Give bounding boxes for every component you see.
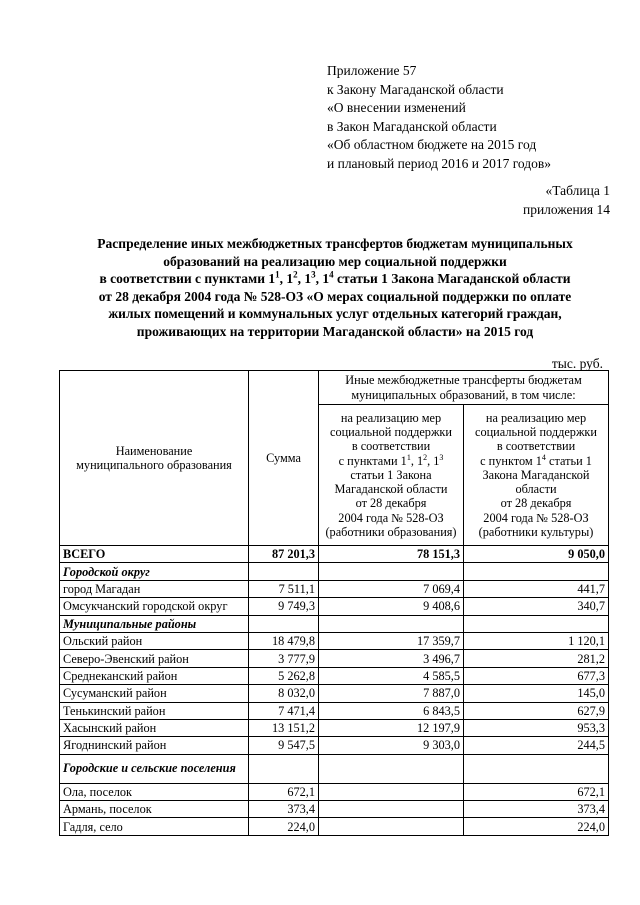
header-line: 2004 года № 528-ОЗ (338, 510, 444, 525)
cell-sum: 224,0 (249, 818, 319, 835)
units-label: тыс. руб. (551, 356, 603, 371)
header-line (467, 454, 605, 468)
cell-culture: 953,3 (464, 719, 609, 736)
cell-sum: 5 262,8 (249, 667, 319, 684)
title-line: образований на реализацию мер социальной поддержки (163, 253, 507, 269)
cell-culture: 340,7 (464, 598, 609, 615)
appendix-line: «Об областном бюджете на 2015 год (327, 137, 537, 153)
header-line: (работники образования) (325, 524, 457, 539)
superscript: 1 (406, 452, 411, 462)
section-label: Муниципальные районы (60, 615, 249, 632)
cell-culture: 145,0 (464, 685, 609, 702)
header-line: 2004 года № 528-ОЗ (483, 510, 589, 525)
table-row (60, 650, 609, 667)
table-row (60, 783, 609, 800)
cell-sum: 7 511,1 (249, 580, 319, 597)
cell-culture: 441,7 (464, 580, 609, 597)
table-row (60, 818, 609, 835)
total-row (60, 546, 609, 563)
appendix-line: к Закону Магаданской области (327, 81, 504, 97)
cell-name: Северо-Эвенский район (60, 650, 249, 667)
section-label: Городской округ (60, 563, 249, 580)
document-title (40, 235, 630, 340)
header-group-line: муниципальных образований, в том числе: (351, 387, 576, 402)
title-line: от 28 декабря 2004 года № 528-ОЗ «О мерах социальной поддержки по оплате (98, 288, 572, 304)
header-name-line: Наименование (115, 443, 193, 458)
title-text: , 1 (297, 271, 312, 286)
header-name (60, 371, 249, 546)
title-line: проживающих на территории Магаданской области» на 2015 год (136, 323, 534, 339)
cell-culture: 627,9 (464, 702, 609, 719)
cell-name: город Магадан (60, 580, 249, 597)
transfers-table (59, 370, 609, 836)
cell-education (319, 801, 464, 818)
cell-name: Гадля, село (60, 818, 249, 835)
cell-empty (464, 615, 609, 632)
table-reference-line: приложения 14 (522, 201, 610, 217)
cell-name: ВСЕГО (60, 546, 249, 563)
table-row (60, 737, 609, 754)
cell-sum: 9 749,3 (249, 598, 319, 615)
cell-sum: 13 151,2 (249, 719, 319, 736)
header-line: социальной поддержки (474, 425, 597, 440)
title-line (40, 270, 630, 288)
superscript: 3 (439, 452, 444, 462)
header-line: на реализацию мер (485, 411, 587, 426)
header-line: от 28 декабря (500, 496, 572, 511)
superscript: 1 (275, 269, 280, 280)
cell-culture: 224,0 (464, 818, 609, 835)
cell-empty (249, 754, 319, 783)
title-line: жилых помещений и коммунальных услуг отдельных категорий граждан, (108, 306, 562, 321)
header-text: с пунктами 1 (338, 453, 407, 468)
cell-sum: 9 547,5 (249, 737, 319, 754)
superscript: 4 (329, 269, 334, 280)
cell-sum: 18 479,8 (249, 632, 319, 649)
title-text: статьи 1 Закона Магаданской области (333, 271, 571, 286)
cell-name: Тенькинский район (60, 702, 249, 719)
cell-culture: 244,5 (464, 737, 609, 754)
superscript: 4 (541, 452, 546, 462)
cell-empty (319, 754, 464, 783)
header-line: в соответствии (351, 439, 431, 454)
superscript: 2 (423, 452, 428, 462)
header-text: , 1 (410, 453, 424, 468)
cell-sum: 3 777,9 (249, 650, 319, 667)
header-culture (464, 405, 609, 546)
table-reference-line: «Таблица 1 (545, 183, 610, 198)
table-row (60, 685, 609, 702)
superscript: 3 (311, 269, 316, 280)
cell-name: Ола, поселок (60, 783, 249, 800)
cell-name: Хасынский район (60, 719, 249, 736)
cell-empty (249, 615, 319, 632)
appendix-line: Приложение 57 (327, 63, 417, 78)
cell-sum: 672,1 (249, 783, 319, 800)
cell-name: Сусуманский район (60, 685, 249, 702)
header-text: с пунктом 1 (480, 453, 542, 468)
title-line: Распределение иных межбюджетных трансфертов бюджетам муниципальных (97, 236, 573, 251)
cell-culture: 672,1 (464, 783, 609, 800)
appendix-line: в Закон Магаданской области (327, 118, 497, 134)
table-reference (523, 182, 610, 219)
cell-education: 7 069,4 (319, 580, 464, 597)
header-line: области (515, 482, 557, 497)
district-rows (60, 632, 609, 754)
header-line: Магаданской области (334, 482, 448, 497)
cell-empty (249, 563, 319, 580)
cell-culture: 1 120,1 (464, 632, 609, 649)
cell-education: 9 303,0 (319, 737, 464, 754)
appendix-line: «О внесении изменений (327, 100, 466, 116)
table-row (60, 719, 609, 736)
cell-name: Ольский район (60, 632, 249, 649)
title-text: , 1 (315, 271, 330, 286)
cell-education: 6 843,5 (319, 702, 464, 719)
table-row (60, 632, 609, 649)
cell-empty (319, 615, 464, 632)
cell-sum: 8 032,0 (249, 685, 319, 702)
cell-education: 3 496,7 (319, 650, 464, 667)
cell-name: Среднеканский район (60, 667, 249, 684)
header-line: (работники культуры) (478, 524, 594, 539)
cell-culture: 677,3 (464, 667, 609, 684)
header-text: статьи 1 (545, 453, 592, 468)
cell-education (319, 783, 464, 800)
table-row (60, 801, 609, 818)
cell-empty (464, 563, 609, 580)
header-sum: Сумма (249, 371, 319, 546)
header-line: на реализацию мер (340, 411, 442, 426)
cell-empty (464, 754, 609, 783)
header-group-line: Иные межбюджетные трансферты бюджетам (345, 373, 582, 388)
section-row (60, 563, 609, 580)
header-name-line: муниципального образования (76, 458, 232, 472)
cell-education: 78 151,3 (319, 546, 464, 563)
cell-education (319, 818, 464, 835)
appendix-line: и плановый период 2016 и 2017 годов» (327, 155, 552, 171)
header-line (322, 454, 460, 468)
table-row (60, 580, 609, 597)
title-text: в соответствии с пунктами 1 (99, 271, 276, 286)
cell-culture: 9 050,0 (464, 546, 609, 563)
header-line: статьи 1 Закона (350, 467, 432, 482)
header-education (319, 405, 464, 546)
cell-sum: 7 471,4 (249, 702, 319, 719)
cell-culture: 373,4 (464, 801, 609, 818)
cell-name: Ягоднинский район (60, 737, 249, 754)
urban-rows (60, 580, 609, 615)
superscript: 2 (293, 269, 298, 280)
cell-empty (319, 563, 464, 580)
section-row (60, 754, 609, 783)
cell-education: 9 408,6 (319, 598, 464, 615)
header-line: от 28 декабря (355, 496, 427, 511)
section-label: Городские и сельские поселения (60, 754, 249, 783)
cell-culture: 281,2 (464, 650, 609, 667)
settlement-rows (60, 783, 609, 835)
header-text: , 1 (427, 453, 440, 468)
title-text: , 1 (279, 271, 294, 286)
header-group (319, 371, 609, 405)
table-row (60, 667, 609, 684)
cell-name: Армань, поселок (60, 801, 249, 818)
cell-education: 12 197,9 (319, 719, 464, 736)
header-line: в соответствии (496, 439, 576, 454)
cell-name: Омсукчанский городской округ (60, 598, 249, 615)
appendix-header (327, 62, 551, 174)
section-row (60, 615, 609, 632)
cell-sum: 373,4 (249, 801, 319, 818)
cell-education: 17 359,7 (319, 632, 464, 649)
cell-education: 4 585,5 (319, 667, 464, 684)
table-row (60, 702, 609, 719)
cell-sum: 87 201,3 (249, 546, 319, 563)
header-line: Закона Магаданской (482, 467, 590, 482)
cell-education: 7 887,0 (319, 685, 464, 702)
header-line: социальной поддержки (329, 425, 452, 440)
table-row (60, 598, 609, 615)
table-header-row (60, 371, 609, 405)
